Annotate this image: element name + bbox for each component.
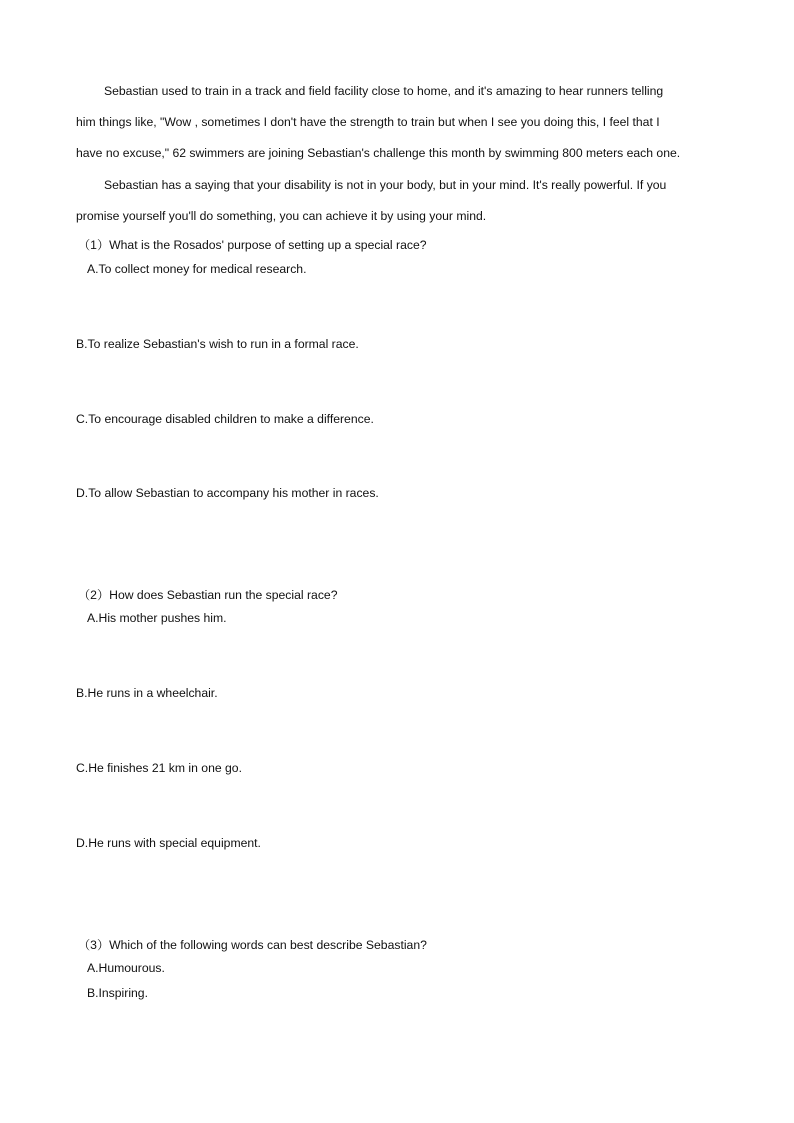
answer-option: A.Humourous. <box>87 961 165 975</box>
answer-option: D.To allow Sebastian to accompany his mother in races. <box>76 486 379 500</box>
answer-option: C.To encourage disabled children to make a difference. <box>76 412 374 426</box>
passage-text: Sebastian has a saying that your disability is not in your body, but in your mind. It's really powerful. If you <box>104 178 667 192</box>
question-stem: （3）Which of the following words can best describe Sebastian? <box>78 938 427 952</box>
passage-text: him things like, "Wow , sometimes I don't have the strength to train but when I see you doing this, I feel that I <box>76 115 660 129</box>
question-stem: （2）How does Sebastian run the special race? <box>78 588 338 602</box>
answer-option: B.To realize Sebastian's wish to run in a formal race. <box>76 337 359 351</box>
answer-option: B.Inspiring. <box>87 986 148 1000</box>
answer-option: D.He runs with special equipment. <box>76 836 261 850</box>
answer-option: B.He runs in a wheelchair. <box>76 686 218 700</box>
passage-text: Sebastian used to train in a track and field facility close to home, and it's amazing to hear runners telling <box>104 84 664 98</box>
answer-option: A.To collect money for medical research. <box>87 262 307 276</box>
passage-text: have no excuse," 62 swimmers are joining Sebastian's challenge this month by swimming 800 meters each one. <box>76 146 681 160</box>
question-stem: （1）What is the Rosados' purpose of setting up a special race? <box>78 238 427 252</box>
answer-option: C.He finishes 21 km in one go. <box>76 761 242 775</box>
answer-option: A.His mother pushes him. <box>87 611 227 625</box>
passage-text: promise yourself you'll do something, you can achieve it by using your mind. <box>76 209 487 223</box>
